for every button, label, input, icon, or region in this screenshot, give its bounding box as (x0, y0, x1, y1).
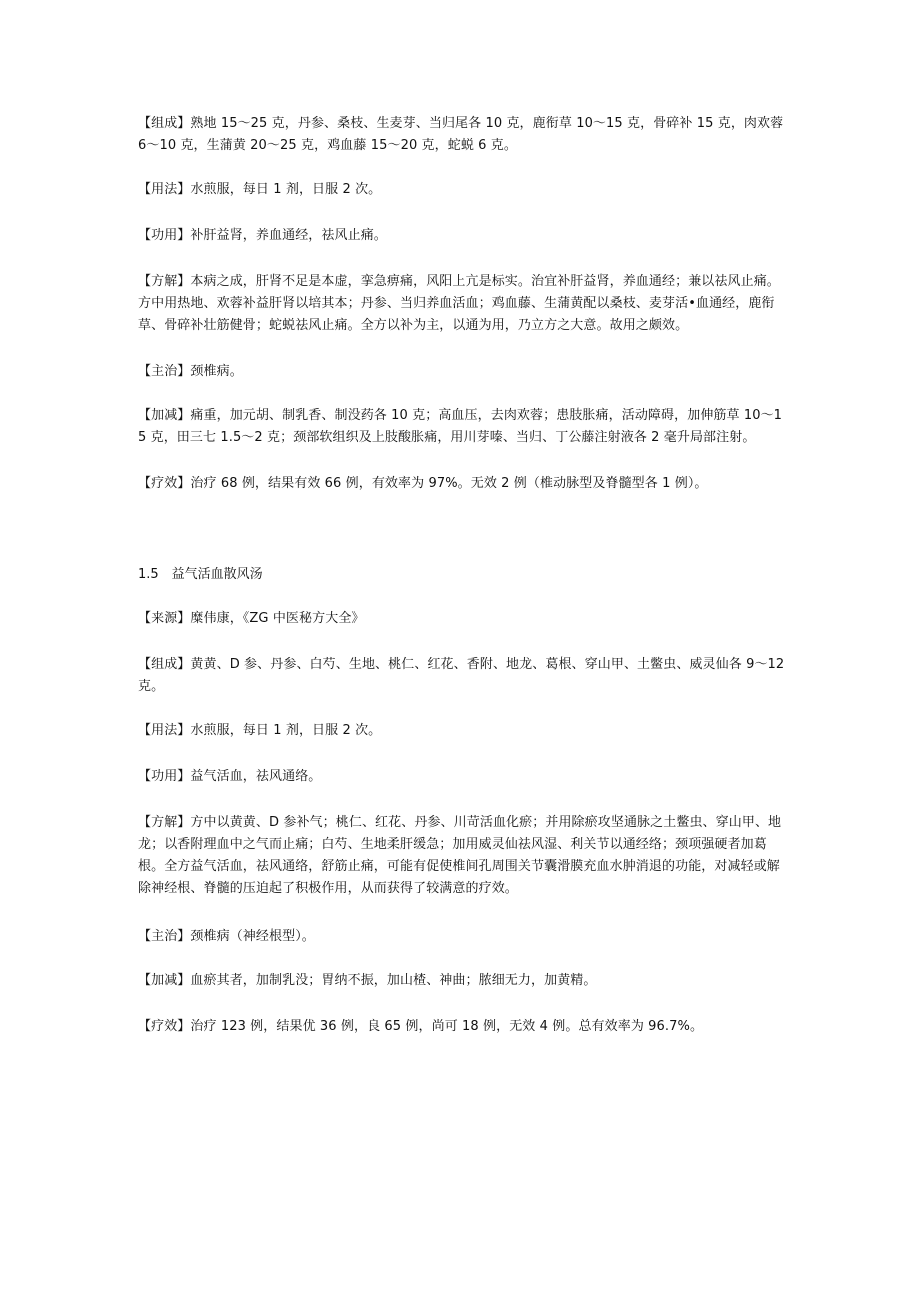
s1-efficacy (138, 473, 788, 495)
s1-usage-text: 水煎服，每日 1 剂，日服 2 次。 (190, 182, 382, 197)
s2-source (138, 608, 788, 630)
s2-analysis-label: 【方解】 (138, 815, 191, 830)
s1-usage (138, 179, 788, 201)
s2-usage (138, 720, 788, 742)
s2-efficacy (138, 1016, 788, 1038)
s1-modification (138, 405, 788, 449)
s2-source-text: 糜伟康，《ZG 中医秘方大全》 (190, 611, 365, 626)
section-heading: 1.5 益气活血散风汤 (138, 567, 263, 582)
s1-function-label: 【功用】 (138, 228, 191, 243)
s2-indication-text: 颈椎病（神经根型）。 (190, 929, 315, 944)
s2-indication (138, 926, 788, 948)
s2-function-label: 【功用】 (138, 769, 191, 784)
s2-modification (138, 970, 788, 992)
s1-analysis (138, 271, 788, 337)
s1-composition-text: 熟地 15～25 克，丹参、桑枝、生麦芽、当归尾各 10 克，鹿衔草 10～15 克，骨碎补 15 克，肉欢蓉 6～10 克，生蒲黄 20～25 克，鸡血藤 15～20 克，蛇蜕 6 克。 (138, 116, 784, 153)
s2-composition-text: 黄黄、D 参、丹参、白芍、生地、桃仁、红花、香附、地龙、葛根、穿山甲、土鳖虫、威灵仙各 9～12 克。 (138, 657, 785, 694)
s1-modification-text: 痛重，加元胡、制乳香、制没药各 10 克；高血压，去肉欢蓉；患肢胀痛，活动障碍，加伸筋草 10～15 克，田三七 1.5～2 克；颈部软组织及上肢酸胀痛，用川芽嗪、当归、丁公藤注射液各 2 毫升局部注射。 (138, 408, 783, 445)
s1-efficacy-text: 治疗 68 例，结果有效 66 例，有效率为 97%。无效 2 例（椎动脉型及脊髓型各 1 例）。 (190, 476, 708, 491)
s1-indication-label: 【主治】 (138, 364, 191, 379)
s2-efficacy-label: 【疗效】 (138, 1019, 191, 1034)
s2-usage-label: 【用法】 (138, 723, 191, 738)
s1-efficacy-label: 【疗效】 (138, 476, 191, 491)
s2-function (138, 766, 788, 788)
s1-analysis-label: 【方解】 (138, 274, 191, 289)
s1-function-text: 补肝益肾，养血通经，祛风止痛。 (190, 228, 387, 243)
s2-indication-label: 【主治】 (138, 929, 191, 944)
s1-usage-label: 【用法】 (138, 182, 191, 197)
s2-analysis (138, 812, 788, 900)
s2-composition-label: 【组成】 (138, 657, 191, 672)
s2-modification-label: 【加减】 (138, 973, 191, 988)
s2-usage-text: 水煎服，每日 1 剂，日服 2 次。 (190, 723, 382, 738)
s1-function (138, 225, 788, 247)
s2-source-label: 【来源】 (138, 611, 191, 626)
s1-composition-label: 【组成】 (138, 116, 191, 131)
s2-function-text: 益气活血，祛风通络。 (190, 769, 322, 784)
s2-composition (138, 654, 788, 698)
s1-composition (138, 113, 788, 157)
s1-indication-text: 颈椎病。 (190, 364, 243, 379)
s2-modification-text: 血瘀其者，加制乳没；胃纳不振，加山楂、神曲；脓细无力，加黄精。 (190, 973, 597, 988)
s1-modification-label: 【加减】 (138, 408, 191, 423)
s2-efficacy-text: 治疗 123 例，结果优 36 例，良 65 例，尚可 18 例，无效 4 例。总有效率为 96.7%。 (190, 1019, 704, 1034)
s1-indication (138, 361, 788, 383)
s1-analysis-text: 本病之成，肝肾不足是本虚，挛急痹痛，风阳上亢是标实。治宜补肝益肾，养血通经；兼以祛风止痛。方中用热地、欢蓉补益肝肾以培其本；丹参、当归养血活血；鸡血藤、生蒲黄配以桑枝、麦芽活•血通经，鹿衔草、骨碎补壮筋健骨；蛇蜕祛风止痛。全方以补为主，以通为用，乃立方之大意。故用之颇效。 (138, 274, 780, 333)
s2-analysis-text: 方中以黄黄、D 参补气；桃仁、红花、丹参、川苛活血化瘀；并用除瘀攻坚通脉之土鳖虫、穿山甲、地龙；以香附理血中之气而止痛；白芍、生地柔肝缓急；加用威灵仙祛风湿、利关节以通经络；颈项强硬者加葛根。全方益气活血，祛风通络，舒筋止痛，可能有促使椎间孔周围关节囊滑膜充血水肿消退的功能，对减轻或解除神经根、脊髓的压迫起了积极作用，从而获得了较满意的疗效。 (138, 815, 782, 896)
